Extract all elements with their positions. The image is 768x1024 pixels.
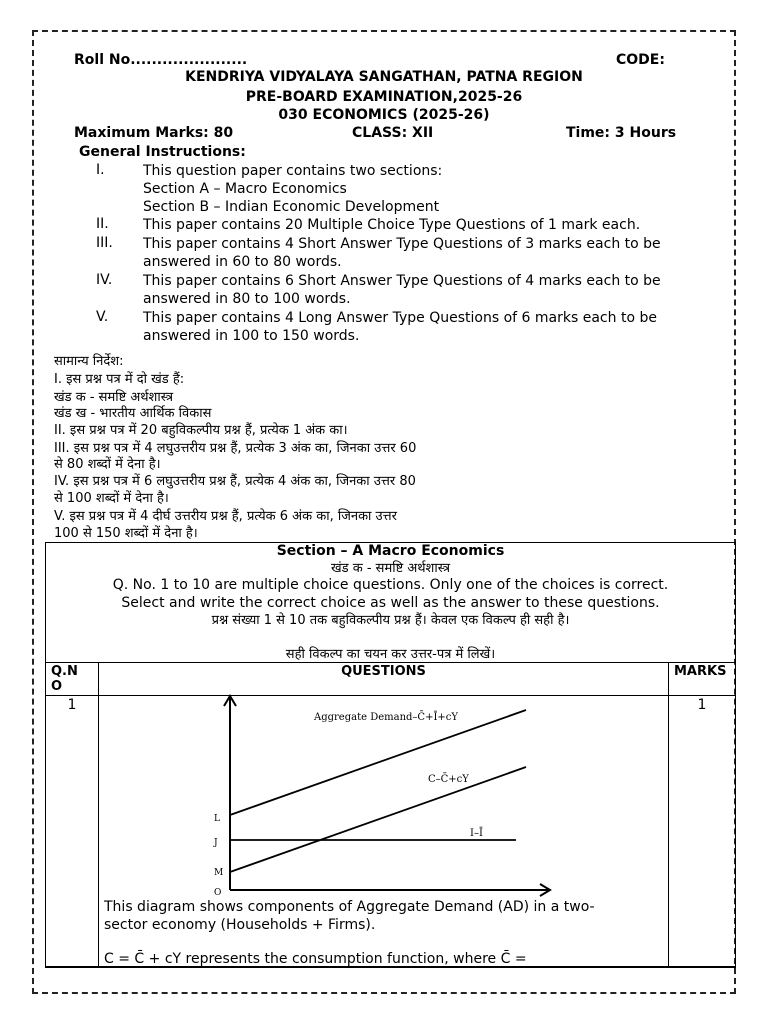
org-title: KENDRIYA VIDYALAYA SANGATHAN, PATNA REGION <box>185 69 583 85</box>
question-text: This diagram shows components of Aggregate Demand (AD) in a two- <box>104 899 595 915</box>
class-label: CLASS: XII <box>352 125 434 141</box>
instruction-text: This paper contains 4 Long Answer Type Questions of 6 marks each to be <box>143 310 657 326</box>
instruction-num: V. <box>96 309 109 325</box>
instruction-num: II. <box>96 216 109 232</box>
instruction-text: This paper contains 4 Short Answer Type Questions of 3 marks each to be <box>143 236 661 252</box>
axis-label-M: M <box>214 868 224 878</box>
axis-label-L: L <box>214 814 220 824</box>
ad-label: Aggregate Demand–C̄+Ī+cY <box>314 712 458 723</box>
hindi-line: खंड क - समष्टि अर्थशास्त्र <box>54 390 173 405</box>
instruction-num: IV. <box>96 272 113 288</box>
header-questions: QUESTIONS <box>99 663 669 696</box>
question-number: 1 <box>46 696 99 968</box>
hindi-line: II. इस प्रश्न पत्र में 20 बहुविकल्पीय प्रश्न हैं, प्रत्येक 1 अंक का। <box>54 423 348 438</box>
hindi-line: से 80 शब्दों में देना है। <box>54 457 161 472</box>
hindi-line: III. इस प्रश्न पत्र में 4 लघुउत्तरीय प्रश्न हैं, प्रत्येक 3 अंक का, जिनका उत्तर 60 <box>54 441 417 456</box>
hindi-line: से 100 शब्दों में देना है। <box>54 491 169 506</box>
section-note-hindi: प्रश्न संख्या 1 से 10 तक बहुविकल्पीय प्रश्न हैं। केवल एक विकल्प ही सही है। <box>211 613 570 628</box>
question-marks: 1 <box>669 696 736 968</box>
instruction-num: I. <box>96 162 105 178</box>
hindi-line: I. इस प्रश्न पत्र में दो खंड हैं: <box>54 372 185 387</box>
header-qno: Q.N O <box>46 663 99 696</box>
investment-label: I–Ī <box>470 828 483 839</box>
hindi-line: सामान्य निर्देश: <box>54 354 124 369</box>
instruction-text: answered in 100 to 150 words. <box>143 328 360 344</box>
instruction-text: This paper contains 20 Multiple Choice Type Questions of 1 mark each. <box>143 217 641 233</box>
section-note-hindi: सही विकल्प का चयन कर उत्तर-पत्र में लिखें। <box>285 647 496 662</box>
consumption-line <box>230 767 526 872</box>
aggregate-demand-diagram <box>170 690 560 900</box>
instruction-text: answered in 60 to 80 words. <box>143 254 342 270</box>
roll-no: Roll No...................... <box>74 52 248 68</box>
section-title: Section – A Macro Economics <box>276 543 505 559</box>
axis-label-O: O <box>214 888 222 898</box>
instruction-text: Section B – Indian Economic Development <box>143 199 440 215</box>
time-label: Time: 3 Hours <box>566 125 677 141</box>
instructions-title: General Instructions: <box>79 144 246 160</box>
hindi-line: IV. इस प्रश्न पत्र में 6 लघुउत्तरीय प्रश्न हैं, प्रत्येक 4 अंक का, जिनका उत्तर 80 <box>54 474 416 489</box>
axis-label-J: J <box>214 838 218 848</box>
header-marks: MARKS <box>669 663 736 696</box>
consumption-label: C–C̄+cY <box>428 774 469 785</box>
exam-title: PRE-BOARD EXAMINATION,2025-26 <box>245 89 523 105</box>
question-text: C = C̄ + cY represents the consumption function, where C̄ = <box>104 951 527 967</box>
question-text: sector economy (Households + Firms). <box>104 917 376 933</box>
section-note: Select and write the correct choice as well as the answer to these questions. <box>121 595 660 611</box>
hindi-line: खंड ख - भारतीय आर्थिक विकास <box>54 406 212 421</box>
section-title-hindi: खंड क - समष्टि अर्थशास्त्र <box>331 561 450 576</box>
instruction-text: This paper contains 6 Short Answer Type Questions of 4 marks each to be <box>143 273 661 289</box>
instruction-num: III. <box>96 235 113 251</box>
instruction-text: Section A – Macro Economics <box>143 181 347 197</box>
subject-title: 030 ECONOMICS (2025-26) <box>278 107 490 123</box>
hindi-line: V. इस प्रश्न पत्र में 4 दीर्घ उत्तरीय प्रश्न हैं, प्रत्येक 6 अंक का, जिनका उत्तर <box>54 509 397 524</box>
code-label: CODE: <box>616 52 665 68</box>
section-note: Q. No. 1 to 10 are multiple choice questions. Only one of the choices is correct. <box>112 577 669 593</box>
max-marks: Maximum Marks: 80 <box>74 125 234 141</box>
instruction-text: This question paper contains two sections: <box>143 163 443 179</box>
ad-line <box>230 710 526 815</box>
instruction-text: answered in 80 to 100 words. <box>143 291 351 307</box>
hindi-line: 100 से 150 शब्दों में देना है। <box>54 526 198 541</box>
